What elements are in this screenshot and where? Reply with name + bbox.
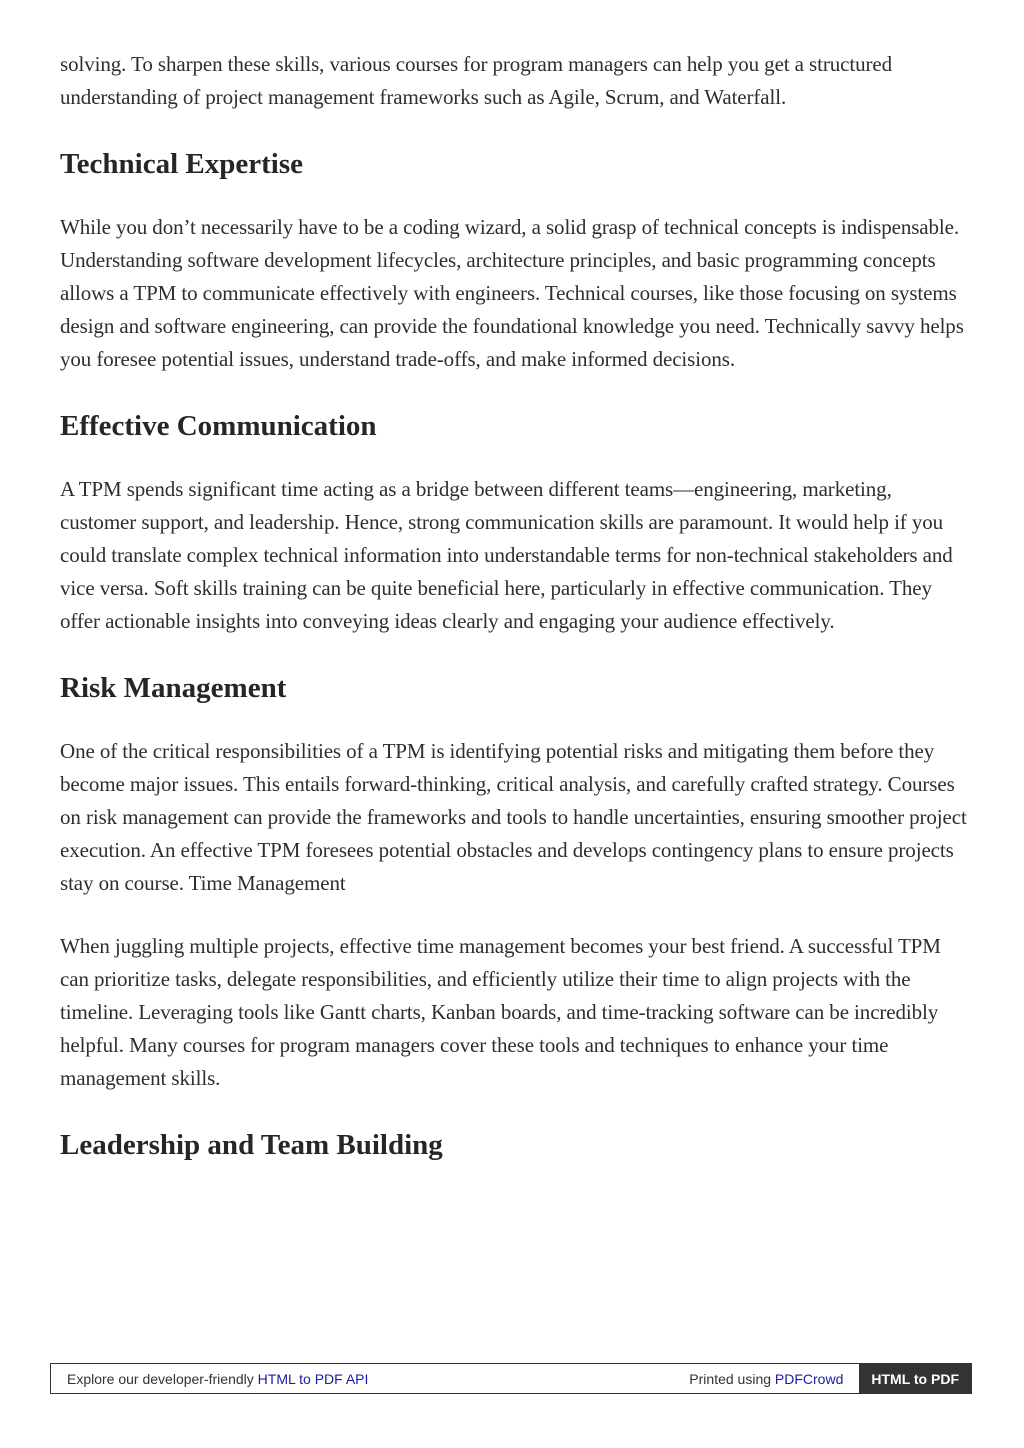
section-paragraph-risk-management: One of the critical responsibilities of a TPM is identifying potential risks and mitigating them before they become major issues. This entails forward-thinking, critical analysis, and carefully crafted strategy. Courses on risk management can provide the frameworks and tools to handle uncertainties, ensuring smoother project execution. An effective TPM foresees potential obstacles and develops contingency plans to ensure projects stay on course. Time Management bbox=[60, 739, 967, 895]
section-heading-effective-communication: Effective Communication bbox=[60, 410, 377, 442]
section-heading-technical-expertise: Technical Expertise bbox=[60, 148, 304, 180]
pdf-footer-bar bbox=[50, 1363, 972, 1394]
html-to-pdf-badge[interactable]: HTML to PDF bbox=[859, 1364, 971, 1393]
section-paragraph-technical-expertise: While you don’t necessarily have to be a coding wizard, a solid grasp of technical concepts is indispensable. Understanding software development lifecycles, architecture principles, and basic programming concepts allows a TPM to communicate effectively with engineers. Technical courses, like those focusing on systems design and software engineering, can provide the foundational knowledge you need. Technically savvy helps you foresee potential issues, understand trade-offs, and make informed decisions. bbox=[60, 215, 964, 371]
html-to-pdf-api-link[interactable]: HTML to PDF API bbox=[257, 1370, 369, 1387]
article-body bbox=[60, 48, 970, 1165]
section-heading-leadership: Leadership and Team Building bbox=[60, 1129, 443, 1161]
footer-printed-text: Printed using bbox=[689, 1370, 775, 1387]
section-paragraph-time-management: When juggling multiple projects, effective time management becomes your best friend. A successful TPM can prioritize tasks, delegate responsibilities, and efficiently utilize their time to align projects with the timeline. Leveraging tools like Gantt charts, Kanban boards, and time-tracking software can be incredibly helpful. Many courses for program managers cover these tools and techniques to enhance your time management skills. bbox=[60, 934, 941, 1090]
pdfcrowd-link[interactable]: PDFCrowd bbox=[774, 1370, 844, 1387]
footer-printed-by bbox=[689, 1371, 859, 1387]
section-paragraph-effective-communication: A TPM spends significant time acting as a bridge between different teams—engineering, marketing, customer support, and leadership. Hence, strong communication skills are paramount. It would help if you could translate complex technical information into understandable terms for non-technical stakeholders and vice versa. Soft skills training can be quite beneficial here, particularly in effective communication. They offer actionable insights into conveying ideas clearly and engaging your audience effectively. bbox=[60, 477, 953, 633]
intro-paragraph: solving. To sharpen these skills, various courses for program managers can help you get a structured understanding of project management frameworks such as Agile, Scrum, and Waterfall. bbox=[60, 52, 893, 109]
section-heading-risk-management: Risk Management bbox=[60, 672, 287, 704]
footer-promo bbox=[51, 1371, 689, 1387]
footer-promo-text: Explore our developer-friendly bbox=[67, 1370, 258, 1387]
